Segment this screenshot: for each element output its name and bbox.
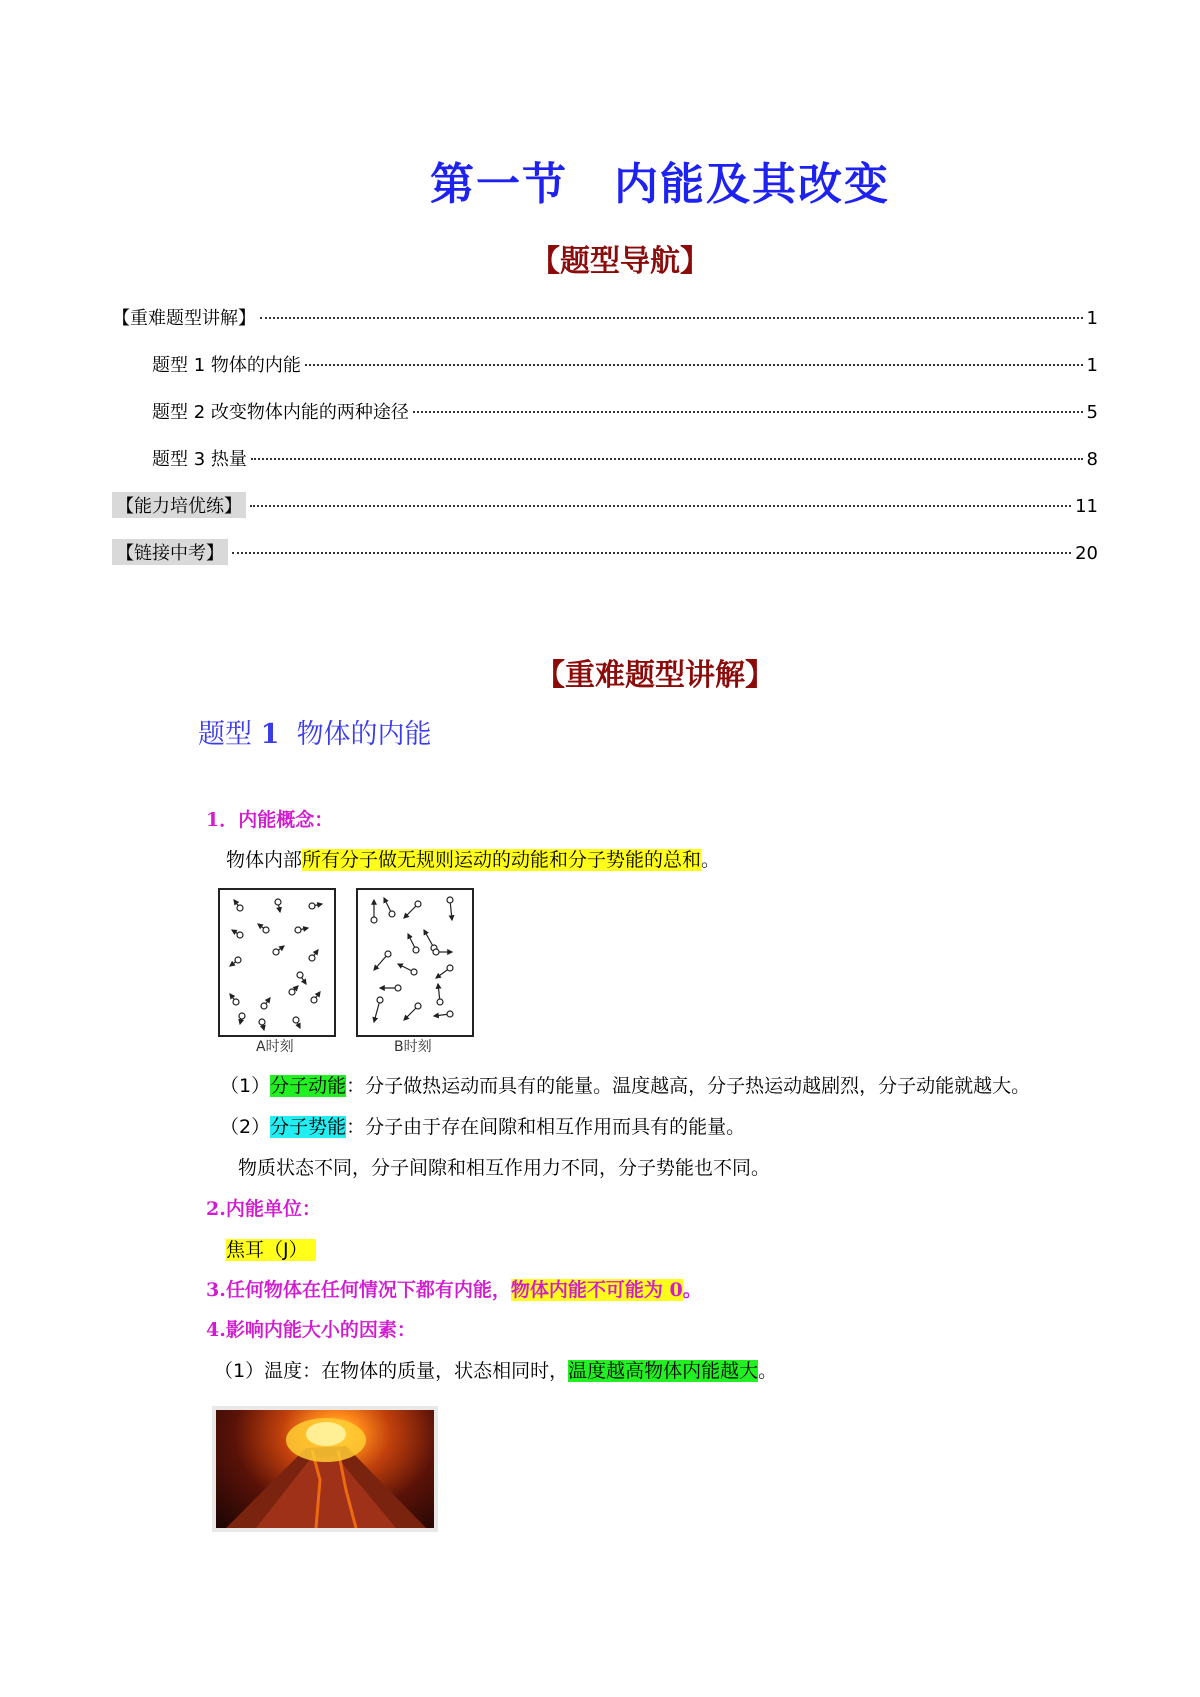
potential-energy-highlight: 分子势能 [270,1116,347,1138]
point-potential-energy [220,1112,745,1139]
toc-leader [305,364,1083,366]
point-number: （2） [220,1116,271,1138]
toc-page-number: 1 [1086,308,1098,329]
navigation-title: 【题型导航】 [530,244,710,279]
toc-leader [413,411,1083,413]
point-text: ：分子由于存在间隙和相互作用而具有的能量。 [346,1116,746,1138]
toc-label: 【重难题型讲解】 [112,308,256,329]
table-of-contents [112,304,1098,565]
toc-page-number: 1 [1086,355,1098,376]
definition-prefix: 物体内部 [226,849,303,871]
toc-item-type1[interactable] [112,351,1098,377]
statement-suffix: 。 [682,1279,702,1301]
toc-page-number: 20 [1075,543,1098,564]
unit-highlight: 焦耳（J） [226,1239,316,1261]
toc-label: 【能力培优练】 [112,492,246,518]
toc-item-ability-practice[interactable] [112,492,1098,518]
section-heading: 【重难题型讲解】 [535,658,775,693]
toc-leader [260,317,1083,319]
type-heading [198,712,432,751]
statement-always-internal-energy [206,1275,702,1302]
state-note: 物质状态不同，分子间隙和相互作用力不同，分子势能也不同。 [238,1157,771,1179]
toc-label: 【链接中考】 [112,539,228,565]
toc-item-type3[interactable] [112,445,1098,471]
volcano-photo [212,1406,438,1532]
toc-page-number: 8 [1086,449,1098,470]
toc-page-number: 11 [1075,496,1098,517]
factor-highlight: 温度越高物体内能越大 [568,1360,759,1382]
toc-label: 题型 3 热量 [152,449,247,470]
toc-label: 题型 1 物体的内能 [152,355,301,376]
definition-line [226,845,720,872]
figure-caption-a: A时刻 [256,1039,294,1055]
toc-leader [250,505,1071,507]
point-text: ：分子做热运动而具有的能量。温度越高，分子热运动越剧烈，分子动能就越大。 [346,1075,1031,1097]
toc-leader [232,552,1071,554]
molecule-diagram-b [358,890,472,1035]
type-name: 物体的内能 [296,719,432,750]
molecule-box-b [356,888,474,1037]
toc-item-type2[interactable] [112,398,1098,424]
factor-temperature [214,1356,777,1383]
unit-value [226,1235,316,1262]
type-number: 1 [260,719,280,750]
point-kinetic-energy [220,1071,1030,1098]
subheading-unit: 2.内能单位： [206,1198,321,1220]
subheading-concept: 1．内能概念： [206,809,334,831]
toc-item-key-types[interactable] [112,304,1098,330]
molecule-box-a [218,888,336,1037]
definition-suffix: 。 [701,849,721,871]
toc-page-number: 5 [1086,402,1098,423]
page-title: 第一节 内能及其改变 [430,159,890,210]
type-prefix: 题型 [198,719,252,750]
statement-text: 3.任何物体在任何情况下都有内能， [206,1279,511,1301]
factor-suffix: 。 [758,1360,778,1382]
toc-item-exam-link[interactable] [112,539,1098,565]
figure-caption-b: B时刻 [394,1039,432,1055]
statement-highlight: 物体内能不可能为 0 [510,1279,683,1301]
definition-highlight: 所有分子做无规则运动的动能和分子势能的总和 [302,849,702,871]
kinetic-energy-highlight: 分子动能 [270,1075,347,1097]
molecule-diagram-a [220,890,334,1035]
volcano-illustration [216,1410,434,1528]
toc-leader [251,458,1083,460]
toc-label: 题型 2 改变物体内能的两种途径 [152,402,409,423]
subheading-factors: 4.影响内能大小的因素： [206,1319,416,1341]
factor-text: （1）温度：在物体的质量，状态相同时， [214,1360,569,1382]
point-number: （1） [220,1075,271,1097]
